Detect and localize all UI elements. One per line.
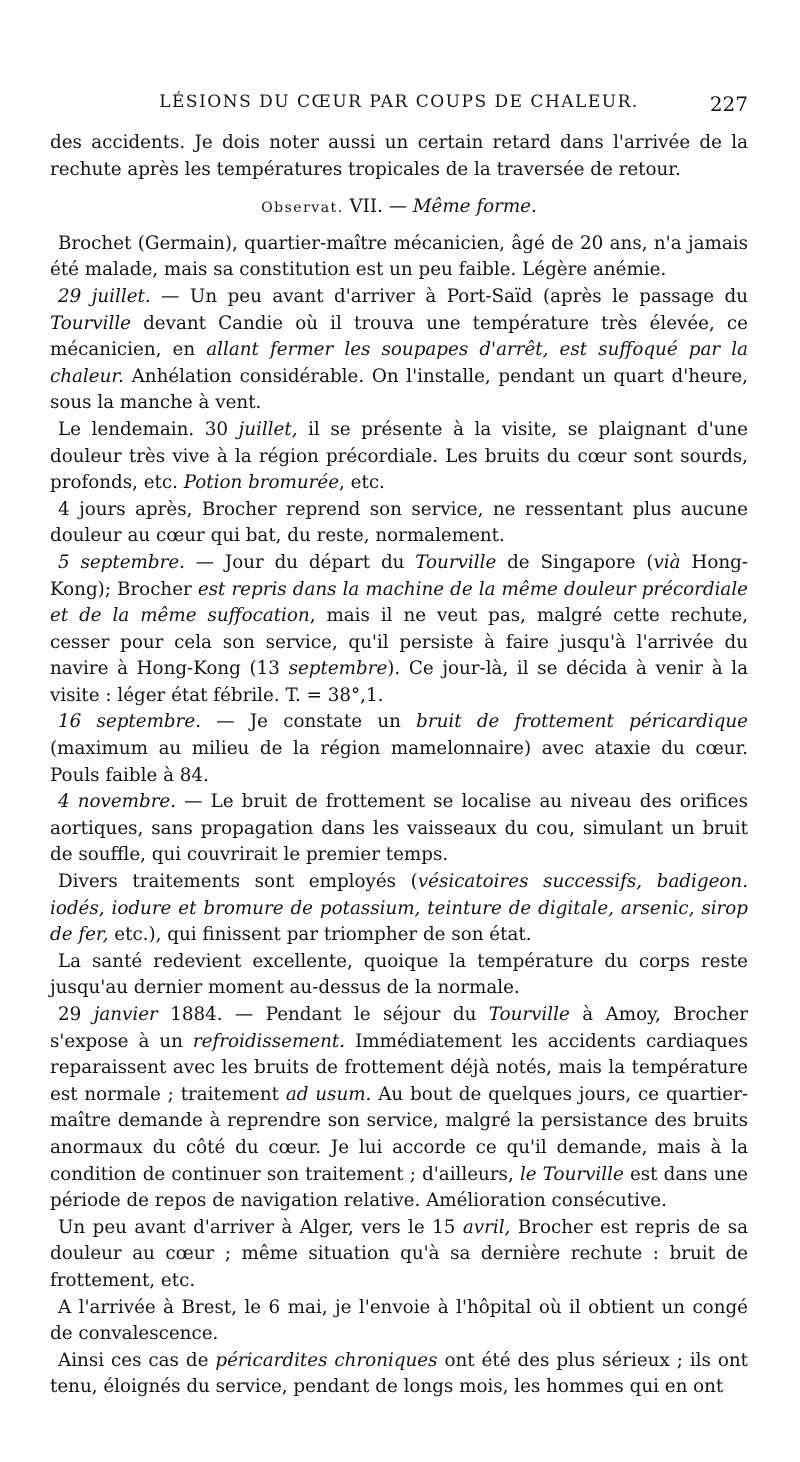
observation-heading	[50, 194, 748, 222]
paragraph-2-text: Brochet (Germain), quartier-maître mécanicien, âgé de 20 ans, n'a jamais été malade, mais sa constitution est un peu faible. Légère anémie.	[50, 232, 748, 281]
emphasis-text: ad usum.	[285, 1083, 372, 1105]
text-run: — Le bruit de frottement se localise au niveau des orifices aortiques, sans propagation dans les vaisseaux du cou, simulant un bruit de souffle, qui couvrirait le premier temps.	[50, 791, 749, 866]
observation-number: VII.	[349, 196, 383, 218]
date-text: 4 novembre.	[58, 791, 177, 813]
text-run: de Singapore (	[496, 551, 654, 573]
date-text: avril,	[462, 1216, 511, 1238]
emphasis-text: allant fermer les soupapes d'arrêt, est suffoqué par la chaleur.	[50, 339, 748, 387]
page-number: 227	[709, 92, 748, 116]
paragraph-10	[50, 949, 748, 1002]
text-run: — Un peu avant d'arriver à Port-Saïd (après le passage du	[150, 285, 748, 307]
text-run: devant Candie où il trouva une température très élevée, ce mécanicien, en	[50, 312, 748, 361]
emphasis-text: péricardites chroniques	[215, 1349, 438, 1371]
page-header	[50, 92, 748, 122]
text-run: Immédiatement les accidents cardiaques reparaissent avec les bruits de frottement déjà notés, mais la température est normale ; traitement	[50, 1030, 748, 1105]
text-run: est dans une période de repos de navigation relative. Amélioration consécutive.	[50, 1163, 748, 1212]
paragraph-11	[50, 1002, 748, 1215]
text-run: Brocher est repris de sa douleur au cœur ; même situation qu'à sa dernière rechute : bruit de frottement, etc.	[50, 1216, 748, 1291]
text-run: — Je constate un	[201, 711, 417, 733]
emphasis-text: vésicatoires successifs, badigeon. iodés, iodure et bromure de potassium, teinture de digitale, arsenic, sirop de fer,	[50, 871, 749, 946]
date-text: 29 juillet.	[58, 285, 151, 307]
observation-title: Même forme.	[412, 196, 537, 218]
paragraph-14	[50, 1348, 748, 1401]
text-run: ont été des plus sérieux ; ils ont tenu, éloignés du service, pendant de longs mois, les hommes qui en ont	[50, 1349, 748, 1398]
emphasis-text: est repris dans la machine de la même douleur précordiale et de la même suffocation	[50, 578, 748, 627]
text-run: Divers traitements sont employés (	[58, 871, 418, 893]
paragraph-13	[50, 1295, 748, 1348]
paragraph-5	[50, 497, 748, 550]
paragraph-1-text: des accidents. Je dois noter aussi un certain retard dans l'arrivée de la rechute après les températures tropicales de la traversée de retour.	[50, 132, 748, 180]
text-run: Au bout de quelques jours, ce quartier-maître demande à reprendre son service, malgré la persistance des bruits anormaux du côté du cœur. Je lui accorde ce qu'il demande, mais à la condition de continuer son traitement ; d'ailleurs,	[50, 1083, 748, 1185]
date-text: janvier	[93, 1004, 158, 1025]
paragraph-12	[50, 1215, 748, 1295]
date-text: septembre	[288, 658, 388, 680]
paragraph-6	[50, 550, 748, 710]
observation-label: Observat.	[261, 200, 344, 217]
text-run: ). Ce jour-là, il se décida à venir à la visite : léger état fébrile. T. = 38°,1.	[50, 658, 749, 706]
ship-name: Tourville	[415, 551, 497, 573]
text-run: Le lendemain. 30	[58, 418, 239, 440]
date-text: 16 septembre.	[58, 711, 202, 733]
text-run: 29	[58, 1004, 94, 1025]
text-run: (maximum au milieu de la région mamelonnaire) avec ataxie du cœur. Pouls faible à 84.	[50, 738, 748, 786]
text-run: Anhélation considérable. On l'installe, pendant un quart d'heure, sous la manche à vent.	[50, 365, 748, 414]
paragraph-13-text: A l'arrivée à Brest, le 6 mai, je l'envoie à l'hôpital où il obtient un congé de convalescence.	[50, 1296, 748, 1345]
running-title: LÉSIONS DU CŒUR PAR COUPS DE CHALEUR.	[159, 92, 639, 112]
text-run: — Jour du départ du	[184, 551, 416, 573]
paragraph-3	[50, 284, 748, 417]
paragraph-2	[50, 231, 748, 284]
text-run: Ainsi ces cas de	[58, 1349, 216, 1371]
paragraph-5-text: 4 jours après, Brocher reprend son service, ne ressentant plus aucune douleur au cœur qui bat, du reste, normalement.	[50, 498, 748, 547]
ship-name: Tourville	[50, 312, 131, 334]
text-run: il se présente à la visite, se plaignant d'une douleur très vive à la région précordiale. Les bruits du cœur sont sourds, profonds, etc.	[50, 418, 748, 494]
paragraph-4	[50, 417, 748, 497]
date-text: 5 septembre.	[58, 551, 185, 573]
text-run: Hong-Kong); Brocher	[50, 551, 748, 600]
observation-dash: —	[388, 196, 407, 218]
text-run: Un peu avant d'arriver à Alger, vers le 15	[58, 1216, 463, 1238]
emphasis-text: bruit de frottement péricardique	[416, 711, 748, 733]
text-run: à Amoy, Brocher s'expose à un	[50, 1004, 748, 1052]
ship-name: Tourville	[488, 1004, 570, 1025]
page-body	[50, 130, 748, 1401]
date-text: juillet,	[238, 418, 298, 440]
ship-name: le Tourville	[519, 1163, 624, 1185]
paragraph-1	[50, 130, 748, 183]
paragraph-10-text: La santé redevient excellente, quoique la température du corps reste jusqu'au dernier moment au-dessus de la normale.	[50, 950, 748, 999]
emphasis-text: Potion bromurée	[183, 472, 340, 494]
paragraph-7	[50, 709, 748, 789]
text-run: , mais il ne veut pas, malgré cette rechute, cesser pour cela son service, qu'il persiste à faire jusqu'à l'arrivée du navire à Hong-Kong (13	[50, 605, 749, 680]
text-run: 1884. — Pendant le séjour du	[157, 1004, 489, 1025]
emphasis-text: refroidissement.	[192, 1030, 346, 1052]
emphasis-text: vià	[653, 551, 681, 573]
paragraph-8	[50, 789, 748, 869]
text-run: etc.), qui finissent par triompher de son état.	[108, 924, 532, 946]
text-run: , etc.	[339, 472, 385, 494]
paragraph-9	[50, 869, 748, 949]
